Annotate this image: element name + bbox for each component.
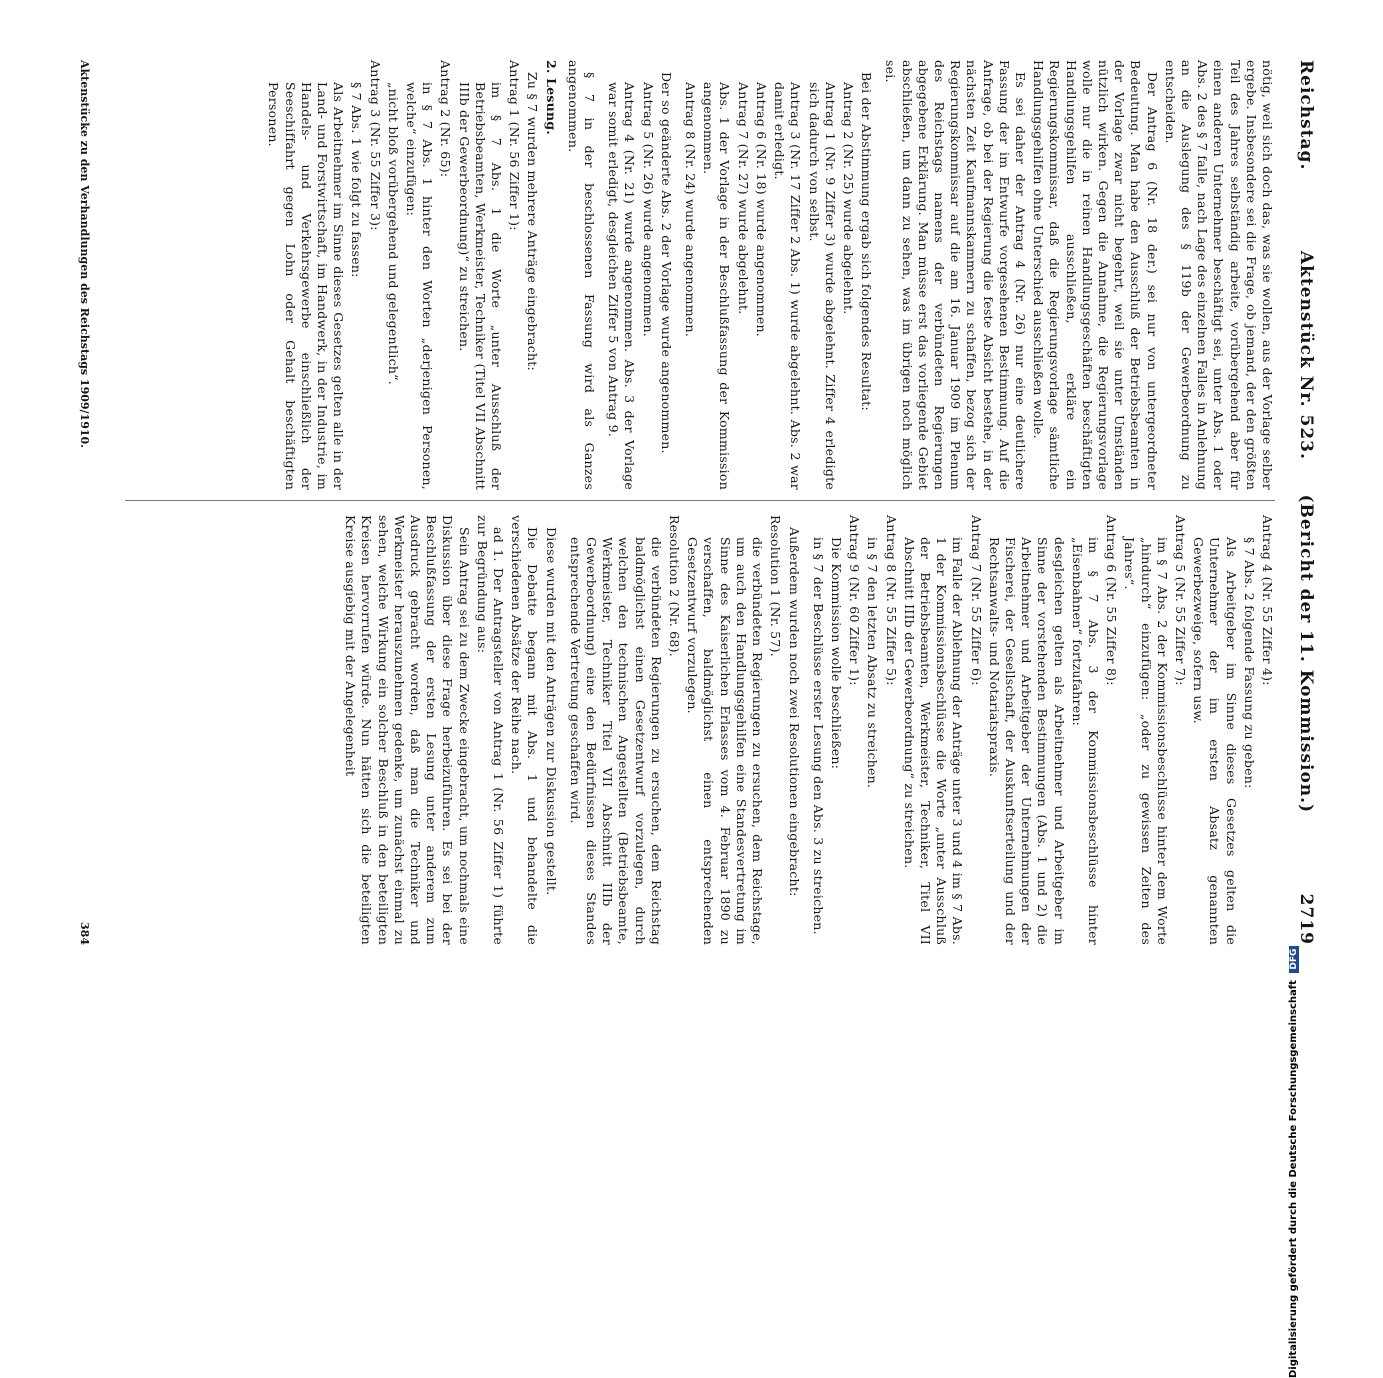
paragraph: in § 7 Abs. 1 hinter den Worten „derjenigen Personen, welche“ einzufügen: [404, 82, 436, 490]
paragraph: desgleichen gelten als Arbeitnehmer und Arbeitgeber im Sinne der vorstehenden Bestimmungen (Abs. 1 und 2) die Arbeitnehmer und Arbeitgeber der Unternehmungen der Fischerei, der Gesellschaft, der Auskunftserteilung und der Rechtsanwalts- und Notariatspraxis. [986, 537, 1067, 945]
left-column [263, 60, 1275, 490]
right-column [340, 515, 1275, 945]
paragraph: Die Debatte begann mit Abs. 1 und behandelte die verschiedenen Absätze der Reihe nach. [509, 515, 541, 945]
paragraph: im § 7 Abs. 3 der Kommissionsbeschlüsse hinter „Eisenbahnen“ fortzufahren: [1069, 537, 1101, 945]
paragraph: Antrag 6 (Nr. 55 Ziffer 8): [1104, 515, 1120, 686]
page-footer: Aktenstücke zu den Verhandlungen des Reichstags 1909/1910. [78, 60, 91, 448]
paragraph: Sein Antrag sei zu dem Zwecke eingebracht, um nochmals eine Diskussion über diese Frage herbeizuführen. Es sei bei der Beschlußfassung der ersten Lesung unter anderem zum Ausdruck gebracht worden, daß man die Techniker und Werkmeister herauszunehmen gedenke, um zunächst einmal zu sehen, welche Wirkung ein solcher Beschluß in den beteiligten Kreisen hervorrufen würde. Nun hätten sich die beteiligten Kreise ausgiebig mit der Angelegenheit [343, 515, 472, 945]
column-divider [125, 500, 1275, 501]
paragraph: Es sei daher der Antrag 4 (Nr. 26) nur eine deutlichere Fassung der im Entwurfe vorgesehenen Bestimmung. Auf die Anfrage, ob bei der Regierung die feste Absicht bestehe, in der nächsten Zeit Kaufmannskammern zu schaffen, bezog sich der Regierungskommissar auf die am 16. Januar 1909 im Plenum des Reichstags namens der verbündeten Regierungen abgegebene Erklärung. Man müsse erst das vorliegende Gebiet abschließen, um dann zu sehen, was im übrigen noch möglich sei. [883, 60, 1028, 490]
paragraph: Resolution 2 (Nr. 68). [667, 515, 683, 657]
sheet-number: 384 [78, 922, 91, 945]
paragraph: Als Arbeitnehmer im Sinne dieses Gesetzes gelten alle in der Land- und Forstwirtschaft, im Handwerk, in der Industrie, im Handels- und Verkehrsgewerbe einschließlich der Seeschiffahrt gegen Lohn oder Gehalt beschäftigten Personen. [266, 82, 347, 490]
paragraph: Antrag 3 (Nr. 55 Ziffer 3): [367, 60, 383, 231]
paragraph: im § 7 Abs. 1 die Worte „unter Ausschluß der Betriebsbeamten, Werkmeister, Techniker (Titel VII Abschnitt IIIb der Gewerbeordnung)“ zu streichen. [456, 82, 505, 490]
header-document-number: Aktenstück Nr. 523. [1296, 250, 1316, 460]
paragraph: § 7 Abs. 2 folgende Fassung zu geben: [1241, 537, 1257, 789]
paragraph: Antrag 6 (Nr. 18) wurde angenommen. [753, 82, 769, 338]
paragraph: Antrag 2 (Nr. 25) wurde abgelehnt. [840, 82, 856, 315]
paragraph: Antrag 4 (Nr. 55 Ziffer 4): [1260, 515, 1275, 686]
paragraph: Antrag 5 (Nr. 26) wurde angenommen. [640, 82, 656, 338]
header-left: Reichstag. [1296, 60, 1316, 171]
paragraph: nötig, weil sich doch das, was sie wollen, aus der Vorlage selber ergebe. Insbesondere sei die Frage, ob jemand, der den größten Teil des Jahres selbständig arbeite, vorübergehend aber für einen anderen Unternehmer beschäftigt sei, unter Abs. 1 oder Abs. 2 des § 7 falle, nach Lage des einzelnen Falles in Anlehnung an die Auslegung des § 119b der Gewerbeordnung zu entscheiden. [1162, 60, 1275, 490]
paragraph: in § 7 der Beschlüsse erster Lesung den Abs. 3 zu streichen. [810, 537, 826, 935]
paragraph: Der Antrag 6 (Nr. 18 der.) sei nur von untergeordneter Bedeutung. Man habe den Ausschluß der Betriebsbeamten in der Vorlage zwar nicht begehrt, weil sie unter Umständen nützlich wirken. Gegen die Annahme, die Regierungsvorlage wolle nur die in reinen Handlungsgeschäften beschäftigten Handlungsgehilfen ausschließen, erkläre ein Regierungskommissar, daß die Regierungsvorlage sämtliche Handlungsgehilfen ohne Unterschied ausschließen wolle. [1031, 60, 1160, 490]
paragraph: die verbündeten Regierungen zu ersuchen, dem Reichstag baldmöglichst einen Gesetzentwurf vorzulegen, durch welchen den technischen Angestellten (Betriebsbeamte, Werkmeister, Techniker Titel VII Abschnitt IIIb der Gewerbeordnung) eine den Bedürfnissen dieses Standes entsprechende Vertretung geschaffen wird. [567, 537, 664, 945]
digitization-note [1288, 0, 1299, 1378]
header-center [1296, 170, 1316, 893]
paragraph: in § 7 den letzten Absatz zu streichen. [865, 537, 881, 789]
paragraph: Antrag 2 (Nr. 65): [438, 60, 454, 178]
paragraph: Antrag 1 (Nr. 9 Ziffer 3) wurde abgelehnt. Ziffer 4 erledigte sich dadurch von selbst. [806, 82, 838, 490]
paragraph: Antrag 4 (Nr. 21) wurde angenommen. Abs. 3 der Vorlage war somit erledigt, desgleichen Ziffer 5 von Antrag 9. [606, 82, 638, 490]
paragraph: § 7 Abs. 1 wie folgt zu fassen: [349, 82, 365, 278]
paragraph: Zu § 7 wurden mehrere Anträge eingebracht: [525, 72, 541, 371]
paragraph: Antrag 3 (Nr. 17 Ziffer 2 Abs. 1) wurde abgelehnt. Abs. 2 war damit erledigt. [772, 82, 804, 490]
paragraph: „nicht bloß vorübergehend und gelegentlich“. [385, 82, 401, 386]
paragraph: Antrag 7 (Nr. 55 Ziffer 6): [968, 515, 984, 686]
header-section-title: (Bericht der 11. Kommission.) [1296, 494, 1316, 814]
dfg-logo: DFG [1289, 946, 1299, 973]
paragraph: Antrag 9 (Nr. 60 Ziffer 1): [847, 515, 863, 686]
paragraph: Antrag 8 (Nr. 55 Ziffer 5): [883, 515, 899, 686]
paragraph: § 7 in der beschlossenen Fassung wird als Ganzes angenommen. [565, 60, 598, 490]
paragraph: die verbündeten Regierungen zu ersuchen, dem Reichstage, um auch den Handlungsgehilfen eine Standesvertretung im Sinne des Kaiserlichen Erlasses vom 4. Februar 1890 zu verschaffen, baldmöglichst einen entsprechenden Gesetzentwurf vorzulegen. [685, 537, 766, 945]
paragraph: im Falle der Ablehnung der Anträge unter 3 und 4 im § 7 Abs. 1 der Kommissionsbeschlüsse die Worte „unter Ausschluß der Betriebsbeamten, Werkmeister, Techniker, Titel VII Abschnitt IIIb der Gewerbeordnung“ zu streichen. [901, 537, 966, 945]
paragraph: Als Arbeitgeber im Sinne dieses Gesetzes gelten die Unternehmer der im ersten Absatz genannten Gewerbezweige, sofern usw. [1191, 537, 1239, 945]
paragraph: im § 7 Abs. 2 der Kommissionsbeschlüsse hinter dem Worte „hindurch“ einzufügen: „oder zu gewissen Zeiten des Jahres“. [1122, 537, 1170, 945]
page-number: 2719 [1296, 893, 1316, 945]
paragraph: Diese wurden mit den Anträgen zur Diskussion gestellt. [543, 527, 559, 896]
paragraph: Außerdem wurden noch zwei Resolutionen eingebracht: [786, 527, 802, 897]
paragraph: Der so geänderte Abs. 2 der Vorlage wurde angenommen. [658, 72, 674, 454]
paragraph: Antrag 1 (Nr. 56 Ziffer 1): [507, 60, 523, 231]
paragraph: Bei der Abstimmung ergab sich folgendes Resultat: [859, 72, 875, 412]
paragraph: Die Kommission wolle beschließen: [828, 537, 844, 770]
paragraph: ad 1. Der Antragsteller von Antrag 1 (Nr. 56 Ziffer 1) führte zur Begründung aus: [474, 515, 507, 945]
paragraph: Abs. 1 der Vorlage in der Beschlußfassung der Kommission angenommen. [701, 82, 733, 490]
paragraph: 2. Lesung. [543, 60, 559, 135]
paragraph: Resolution 1 (Nr. 57). [768, 515, 784, 657]
digitization-note-text: Digitalisierung gefördert durch die Deutsche Forschungsgemeinschaft [1288, 980, 1299, 1378]
paragraph: Antrag 7 (Nr. 27) wurde abgelehnt. [735, 82, 751, 315]
paragraph: Antrag 5 (Nr. 55 Ziffer 7): [1172, 515, 1188, 686]
paragraph: Antrag 8 (Nr. 24) wurde angenommen. [683, 82, 699, 338]
